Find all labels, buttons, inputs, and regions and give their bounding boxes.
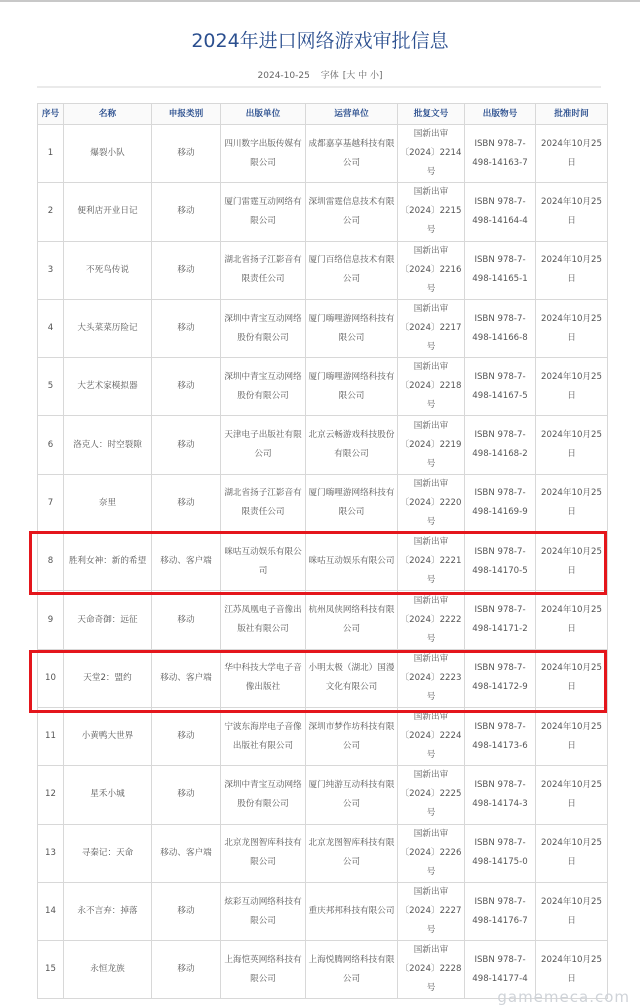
cell-operator: 成都嘉享基越科技有限公司 <box>306 125 398 183</box>
cell-name: 永恒龙族 <box>64 941 152 999</box>
cell-category: 移动 <box>152 474 221 532</box>
cell-name: 便利店开业日记 <box>64 183 152 241</box>
cell-name: 胜利女神：新的希望 <box>64 533 152 591</box>
cell-category: 移动 <box>152 591 221 649</box>
cell-publisher: 宁波东海岸电子音像出版社有限公司 <box>221 707 306 765</box>
cell-name: 永不言弃：掉落 <box>64 882 152 940</box>
page-title: 2024年进口网络游戏审批信息 <box>191 30 449 52</box>
cell-index: 10 <box>38 649 64 707</box>
divider <box>37 86 601 88</box>
table-header-row <box>38 104 608 125</box>
cell-isbn: ISBN 978-7-498-14173-6 <box>465 707 536 765</box>
cell-isbn: ISBN 978-7-498-14171-2 <box>465 591 536 649</box>
cell-publisher: 华中科技大学电子音像出版社 <box>221 649 306 707</box>
cell-operator: 厦门嗨哩游网络科技有限公司 <box>306 474 398 532</box>
cell-publisher: 江苏凤凰电子音像出版社有限公司 <box>221 591 306 649</box>
cell-publisher: 深圳中青宝互动网络股份有限公司 <box>221 766 306 824</box>
cell-operator: 上海悦腾网络科技有限公司 <box>306 941 398 999</box>
cell-index: 8 <box>38 533 64 591</box>
cell-approval-no: 国新出审〔2024〕2225号 <box>398 766 465 824</box>
cell-category: 移动 <box>152 882 221 940</box>
table-row <box>38 416 608 474</box>
column-header-publisher: 出版单位 <box>221 104 306 125</box>
cell-approval-date: 2024年10月25日 <box>536 183 608 241</box>
cell-approval-no: 国新出审〔2024〕2214号 <box>398 125 465 183</box>
cell-name: 不死鸟传说 <box>64 241 152 299</box>
cell-approval-date: 2024年10月25日 <box>536 474 608 532</box>
cell-index: 3 <box>38 241 64 299</box>
table-row <box>38 125 608 183</box>
cell-operator: 北京云畅游戏科技股份有限公司 <box>306 416 398 474</box>
cell-isbn: ISBN 978-7-498-14167-5 <box>465 358 536 416</box>
cell-category: 移动 <box>152 183 221 241</box>
cell-operator: 厦门嗨哩游网络科技有限公司 <box>306 358 398 416</box>
cell-isbn: ISBN 978-7-498-14168-2 <box>465 416 536 474</box>
cell-publisher: 深圳中青宝互动网络股份有限公司 <box>221 358 306 416</box>
cell-publisher: 天津电子出版社有限公司 <box>221 416 306 474</box>
cell-publisher: 咪咕互动娱乐有限公司 <box>221 533 306 591</box>
cell-approval-date: 2024年10月25日 <box>536 766 608 824</box>
watermark: gamemeca.com <box>497 988 630 1006</box>
cell-approval-no: 国新出审〔2024〕2227号 <box>398 882 465 940</box>
cell-approval-no: 国新出审〔2024〕2228号 <box>398 941 465 999</box>
cell-publisher: 湖北省扬子江影音有限责任公司 <box>221 474 306 532</box>
cell-operator: 咪咕互动娱乐有限公司 <box>306 533 398 591</box>
cell-isbn: ISBN 978-7-498-14169-9 <box>465 474 536 532</box>
cell-index: 7 <box>38 474 64 532</box>
cell-isbn: ISBN 978-7-498-14174-3 <box>465 766 536 824</box>
table-row <box>38 707 608 765</box>
cell-category: 移动 <box>152 416 221 474</box>
cell-isbn: ISBN 978-7-498-14163-7 <box>465 125 536 183</box>
cell-approval-date: 2024年10月25日 <box>536 299 608 357</box>
cell-operator: 深圳雷霆信息技术有限公司 <box>306 183 398 241</box>
cell-approval-no: 国新出审〔2024〕2220号 <box>398 474 465 532</box>
cell-category: 移动 <box>152 125 221 183</box>
cell-name: 天命奇御：远征 <box>64 591 152 649</box>
cell-approval-date: 2024年10月25日 <box>536 649 608 707</box>
cell-category: 移动、客户端 <box>152 533 221 591</box>
cell-publisher: 北京龙图智库科技有限公司 <box>221 824 306 882</box>
cell-name: 大头菜菜历险记 <box>64 299 152 357</box>
cell-isbn: ISBN 978-7-498-14172-9 <box>465 649 536 707</box>
table-row <box>38 358 608 416</box>
cell-approval-date: 2024年10月25日 <box>536 707 608 765</box>
cell-category: 移动 <box>152 358 221 416</box>
cell-operator: 厦门嗨哩游网络科技有限公司 <box>306 299 398 357</box>
cell-isbn: ISBN 978-7-498-14170-5 <box>465 533 536 591</box>
cell-name: 大艺术家模拟器 <box>64 358 152 416</box>
cell-index: 12 <box>38 766 64 824</box>
cell-operator: 厦门纯游互动科技有限公司 <box>306 766 398 824</box>
table-row <box>38 474 608 532</box>
cell-name: 奈里 <box>64 474 152 532</box>
cell-approval-no: 国新出审〔2024〕2226号 <box>398 824 465 882</box>
column-header-isbn: 出版物号 <box>465 104 536 125</box>
cell-publisher: 厦门雷霆互动网络有限公司 <box>221 183 306 241</box>
table-row <box>38 824 608 882</box>
table-row <box>38 882 608 940</box>
cell-index: 4 <box>38 299 64 357</box>
cell-approval-no: 国新出审〔2024〕2216号 <box>398 241 465 299</box>
cell-index: 13 <box>38 824 64 882</box>
publish-date: 2024-10-25 <box>257 71 310 81</box>
cell-isbn: ISBN 978-7-498-14177-4 <box>465 941 536 999</box>
cell-operator: 北京龙图智库科技有限公司 <box>306 824 398 882</box>
cell-category: 移动 <box>152 707 221 765</box>
cell-operator: 小明太极（湖北）国漫文化有限公司 <box>306 649 398 707</box>
cell-approval-date: 2024年10月25日 <box>536 358 608 416</box>
cell-category: 移动 <box>152 299 221 357</box>
cell-category: 移动 <box>152 241 221 299</box>
highlight-box-row-8 <box>29 531 607 595</box>
cell-publisher: 四川数字出版传媒有限公司 <box>221 125 306 183</box>
cell-isbn: ISBN 978-7-498-14164-4 <box>465 183 536 241</box>
cell-index: 2 <box>38 183 64 241</box>
column-header-name: 名称 <box>64 104 152 125</box>
cell-isbn: ISBN 978-7-498-14175-0 <box>465 824 536 882</box>
font-size-selector[interactable]: [大 中 小] <box>342 71 383 81</box>
column-header-category: 申报类别 <box>152 104 221 125</box>
table-row <box>38 183 608 241</box>
cell-approval-date: 2024年10月25日 <box>536 416 608 474</box>
cell-approval-no: 国新出审〔2024〕2215号 <box>398 183 465 241</box>
top-border <box>0 0 640 2</box>
cell-category: 移动 <box>152 766 221 824</box>
cell-approval-no: 国新出审〔2024〕2223号 <box>398 649 465 707</box>
cell-index: 11 <box>38 707 64 765</box>
cell-name: 寻秦记：天命 <box>64 824 152 882</box>
cell-publisher: 湖北省扬子江影音有限责任公司 <box>221 241 306 299</box>
cell-index: 1 <box>38 125 64 183</box>
table-row <box>38 299 608 357</box>
cell-approval-no: 国新出审〔2024〕2224号 <box>398 707 465 765</box>
cell-approval-date: 2024年10月25日 <box>536 882 608 940</box>
cell-category: 移动、客户端 <box>152 824 221 882</box>
cell-operator: 厦门百络信息技术有限公司 <box>306 241 398 299</box>
table-row <box>38 766 608 824</box>
cell-approval-no: 国新出审〔2024〕2221号 <box>398 533 465 591</box>
article-meta <box>0 68 640 81</box>
cell-approval-no: 国新出审〔2024〕2218号 <box>398 358 465 416</box>
cell-name: 星禾小城 <box>64 766 152 824</box>
column-header-approval-no: 批复文号 <box>398 104 465 125</box>
cell-name: 天堂2：盟约 <box>64 649 152 707</box>
cell-index: 9 <box>38 591 64 649</box>
cell-category: 移动 <box>152 941 221 999</box>
cell-category: 移动、客户端 <box>152 649 221 707</box>
cell-name: 小黄鸭大世界 <box>64 707 152 765</box>
column-header-operator: 运营单位 <box>306 104 398 125</box>
cell-publisher: 深圳中青宝互动网络股份有限公司 <box>221 299 306 357</box>
cell-isbn: ISBN 978-7-498-14176-7 <box>465 882 536 940</box>
table-row <box>38 241 608 299</box>
cell-index: 6 <box>38 416 64 474</box>
cell-approval-date: 2024年10月25日 <box>536 125 608 183</box>
cell-operator: 重庆邦邦科技有限公司 <box>306 882 398 940</box>
cell-approval-no: 国新出审〔2024〕2217号 <box>398 299 465 357</box>
column-header-approval-date: 批准时间 <box>536 104 608 125</box>
cell-index: 14 <box>38 882 64 940</box>
font-size-label: 字体 <box>320 71 339 81</box>
table-row <box>38 591 608 649</box>
cell-index: 15 <box>38 941 64 999</box>
column-header-index: 序号 <box>38 104 64 125</box>
cell-name: 爆裂小队 <box>64 125 152 183</box>
cell-isbn: ISBN 978-7-498-14165-1 <box>465 241 536 299</box>
cell-approval-date: 2024年10月25日 <box>536 941 608 999</box>
cell-approval-date: 2024年10月25日 <box>536 591 608 649</box>
cell-index: 5 <box>38 358 64 416</box>
cell-approval-no: 国新出审〔2024〕2222号 <box>398 591 465 649</box>
cell-approval-date: 2024年10月25日 <box>536 241 608 299</box>
cell-publisher: 炫彩互动网络科技有限公司 <box>221 882 306 940</box>
highlight-box-row-10 <box>29 650 607 713</box>
cell-name: 洛克人：时空裂隙 <box>64 416 152 474</box>
cell-approval-date: 2024年10月25日 <box>536 824 608 882</box>
cell-operator: 杭州凤侠网络科技有限公司 <box>306 591 398 649</box>
cell-approval-no: 国新出审〔2024〕2219号 <box>398 416 465 474</box>
cell-isbn: ISBN 978-7-498-14166-8 <box>465 299 536 357</box>
cell-approval-date: 2024年10月25日 <box>536 533 608 591</box>
cell-operator: 深圳市梦作坊科技有限公司 <box>306 707 398 765</box>
cell-publisher: 上海恺英网络科技有限公司 <box>221 941 306 999</box>
